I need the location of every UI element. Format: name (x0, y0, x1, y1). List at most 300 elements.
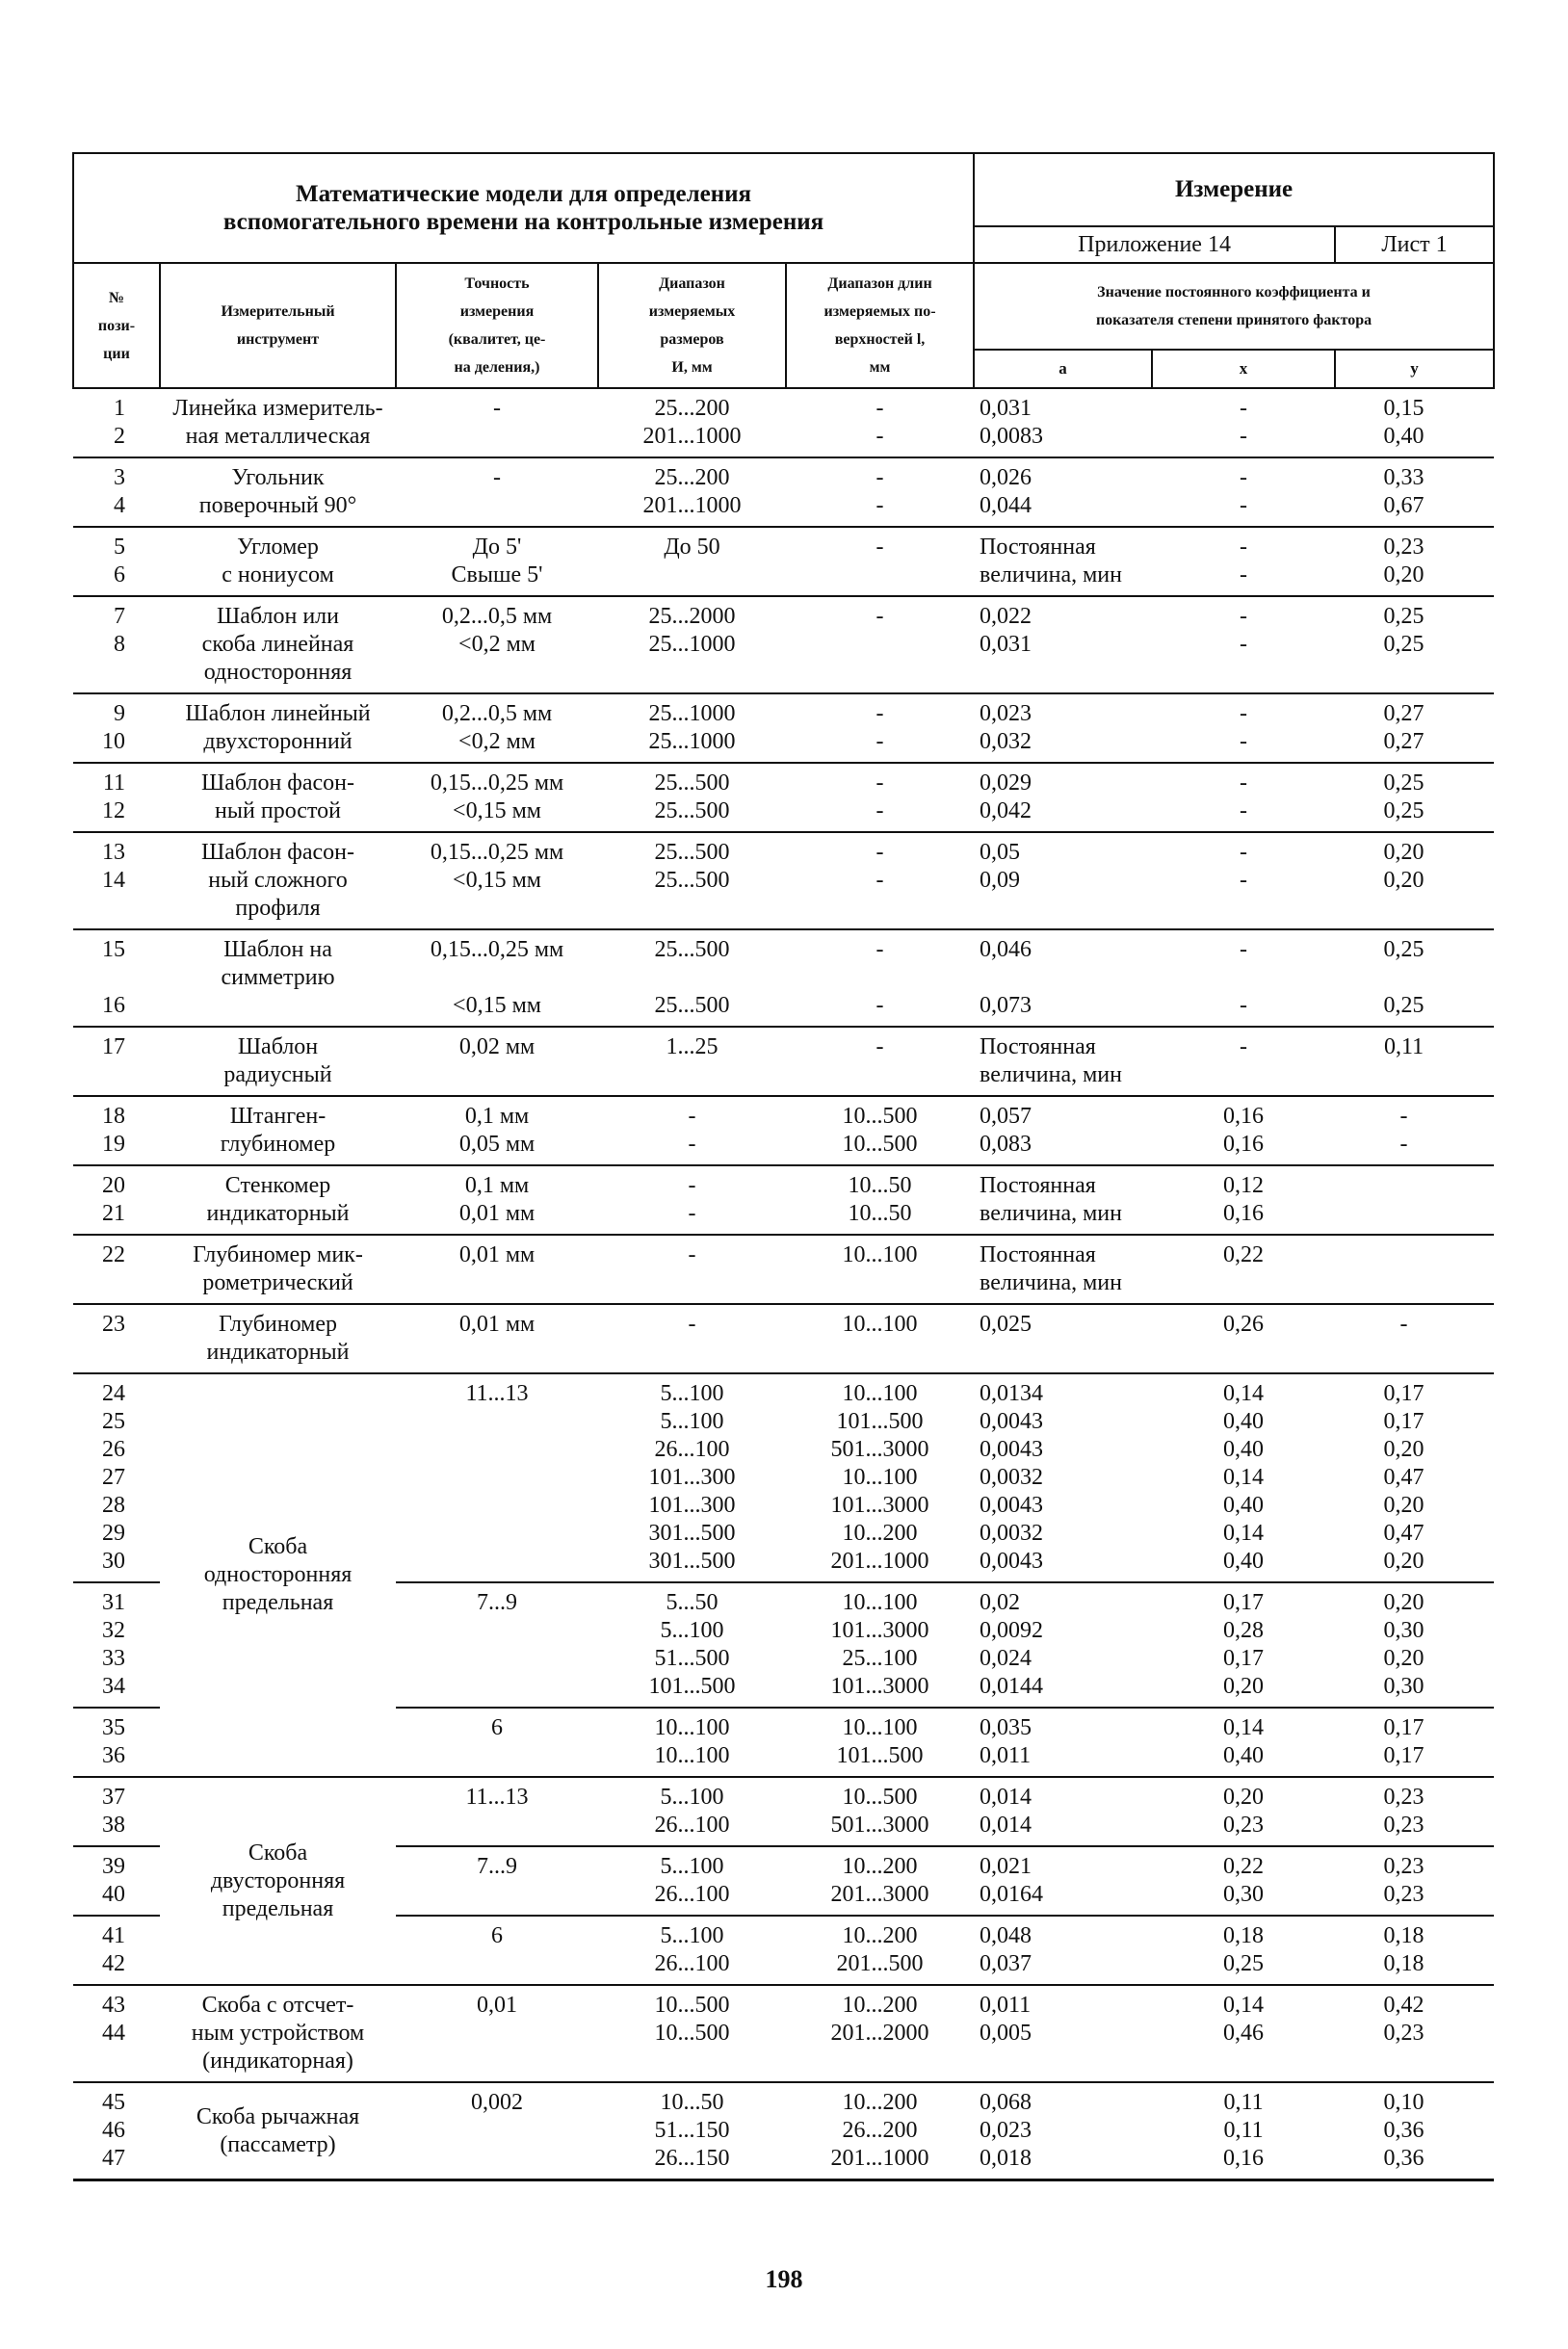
cell-line: 10...100 (842, 1465, 918, 1490)
col-header-instrument (160, 263, 396, 388)
cell-instrument (160, 1985, 396, 2082)
cell-line: 0,2...0,5 мм (441, 604, 553, 629)
cell-line: До 50 (664, 535, 720, 560)
cell-x (1152, 929, 1335, 1027)
cell-x (1152, 1304, 1335, 1373)
header-line: Диапазон (659, 275, 725, 292)
cell-line: 0,15...0,25 мм (430, 840, 564, 865)
header-line: (квалитет, це- (448, 331, 546, 348)
cell-y (1335, 693, 1494, 763)
cell-line: 22 (102, 1242, 125, 1267)
cell-line: - (875, 604, 884, 629)
table-row-group (73, 1027, 1494, 1096)
cell-line: 10...100 (842, 1312, 918, 1337)
cell-line: профиля (235, 896, 321, 921)
cell-line: 21 (102, 1201, 125, 1226)
cell-line: - (1240, 396, 1248, 421)
cell-line: 0,20 (1383, 868, 1424, 893)
cell-line: 0,25 (1383, 632, 1424, 657)
cell-line: <0,2 мм (458, 632, 536, 657)
cell-line: 201...3000 (830, 1882, 929, 1907)
cell-instrument (160, 1373, 396, 1777)
cell-line: - (875, 770, 884, 796)
cell-line: 0,0134 (980, 1381, 1044, 1406)
cell-line: 0,17 (1223, 1590, 1265, 1615)
header-line: Диапазон длин (827, 275, 932, 292)
cell-instrument (160, 929, 396, 1027)
cell-line: 18 (102, 1104, 125, 1129)
cell-range (598, 693, 786, 763)
cell-accuracy (396, 1582, 598, 1708)
cell-line: 0,20 (1223, 1674, 1265, 1699)
cell-line: 28 (102, 1493, 125, 1518)
cell-line: 0,40 (1223, 1743, 1265, 1768)
col-header-range (598, 263, 786, 388)
cell-nums (73, 527, 160, 596)
cell-line: 0,031 (980, 396, 1032, 421)
cell-line: 0,17 (1383, 1715, 1424, 1740)
cell-line: - (1240, 770, 1248, 796)
cell-line: 32 (102, 1618, 125, 1643)
cell-instrument (160, 1304, 396, 1373)
cell-line: - (1240, 465, 1248, 490)
cell-lengths (786, 832, 974, 929)
cell-line: - (688, 1104, 696, 1129)
cell-line: 10...200 (842, 1521, 918, 1546)
cell-line: 0,037 (980, 1951, 1032, 1976)
table-row-group (73, 1777, 1494, 1846)
cell-accuracy (396, 693, 598, 763)
cell-accuracy (396, 1304, 598, 1373)
cell-line: 27 (102, 1465, 125, 1490)
cell-line: 0,36 (1383, 2118, 1424, 2143)
cell-y (1335, 1708, 1494, 1777)
cell-line: 0,0043 (980, 1549, 1044, 1574)
cell-line: 0,031 (980, 632, 1032, 657)
cell-range (598, 1985, 786, 2082)
cell-line: 0,20 (1383, 562, 1424, 587)
cell-line: Шаблон фасон- (201, 840, 354, 865)
cell-instrument (160, 1165, 396, 1235)
cell-line: 0,05 мм (458, 1132, 536, 1157)
cell-line: 0,25 (1383, 937, 1424, 962)
cell-accuracy (396, 1096, 598, 1165)
cell-line: 0,1 мм (464, 1173, 530, 1198)
cell-line: - (1240, 840, 1248, 865)
cell-x (1152, 457, 1335, 527)
cell-line: 6 (491, 1923, 503, 1948)
table-row-group (73, 1304, 1494, 1373)
cell-line: 25...500 (654, 840, 730, 865)
cell-line: 0,0043 (980, 1493, 1044, 1518)
cell-line: 10...500 (842, 1132, 918, 1157)
cell-line: - (875, 701, 884, 726)
cell-line: 101...3000 (830, 1618, 929, 1643)
cell-line: 0,0164 (980, 1882, 1044, 1907)
cell-line: 0,14 (1223, 1993, 1265, 2018)
cell-line: 6 (114, 562, 125, 587)
cell-range (598, 2082, 786, 2180)
cell-line: 7...9 (477, 1590, 517, 1615)
cell-line: 0,026 (980, 465, 1032, 490)
cell-line: 6 (491, 1715, 503, 1740)
cell-line (87, 964, 125, 992)
cell-line: 0,01 (477, 1993, 517, 2018)
header-line: Точность (464, 275, 530, 292)
cell-line: Постоянная (980, 1034, 1096, 1059)
cell-line: - (688, 1132, 696, 1157)
cell-line: 45 (102, 2090, 125, 2115)
cell-nums (73, 1846, 160, 1916)
cell-line: рометрический (202, 1270, 353, 1295)
table-row-group (73, 2082, 1494, 2180)
cell-line: 101...300 (648, 1493, 736, 1518)
header-line: измеряемых (648, 303, 736, 320)
cell-range (598, 763, 786, 832)
cell-instrument (160, 457, 396, 527)
cell-line: ный простой (215, 798, 341, 823)
cell-accuracy (396, 1777, 598, 1846)
cell-line: - (1240, 868, 1248, 893)
header-line: мм (869, 359, 891, 376)
cell-line: 10...100 (654, 1715, 730, 1740)
cell-y (1335, 763, 1494, 832)
cell-line: 4 (114, 493, 125, 518)
cell-range (598, 1582, 786, 1708)
cell-line: 16 (102, 993, 125, 1018)
cell-line: (пассаметр) (220, 2131, 336, 2157)
cell-line: 5...100 (660, 1923, 724, 1948)
cell-line: 0,40 (1223, 1493, 1265, 1518)
cell-a (974, 2082, 1152, 2180)
table-row-group (73, 596, 1494, 693)
cell-line: Штанген- (229, 1104, 327, 1129)
cell-line: 26...100 (654, 1813, 730, 1838)
cell-y (1335, 1373, 1494, 1582)
cell-line: 0,0043 (980, 1409, 1044, 1434)
cell-line: - (1240, 632, 1248, 657)
cell-line: 0,068 (980, 2090, 1032, 2115)
cell-line: 0,27 (1383, 701, 1424, 726)
cell-line: Скоба (248, 1840, 308, 1866)
cell-range (598, 596, 786, 693)
cell-line: 47 (102, 2146, 125, 2171)
cell-line: 0,33 (1383, 465, 1424, 490)
cell-line: 0,11 (1223, 2090, 1264, 2115)
cell-line: Шаблон фасон- (201, 770, 354, 796)
cell-line: 3 (114, 465, 125, 490)
cell-lengths (786, 763, 974, 832)
cell-lengths (786, 1708, 974, 1777)
cell-accuracy (396, 457, 598, 527)
cell-line: 11...13 (465, 1381, 529, 1406)
page-number: 198 (765, 2265, 803, 2293)
cell-line (402, 964, 592, 992)
cell-y (1335, 1235, 1494, 1304)
cell-line: 0,17 (1223, 1646, 1265, 1671)
header-line: показателя степени принятого фактора (1095, 312, 1372, 328)
col-header-num (73, 263, 160, 388)
cell-line: 25...200 (654, 465, 730, 490)
cell-line: <0,15 мм (453, 798, 541, 823)
cell-line: 29 (102, 1521, 125, 1546)
cell-line: 39 (102, 1854, 125, 1879)
cell-line: двусторонняя (210, 1867, 346, 1893)
cell-line: 0,18 (1383, 1951, 1424, 1976)
cell-x (1152, 1777, 1335, 1846)
cell-nums (73, 1582, 160, 1708)
cell-line: 0,36 (1383, 2146, 1424, 2171)
cell-range (598, 1027, 786, 1096)
cell-range (598, 388, 786, 457)
table-row-group (73, 1235, 1494, 1304)
cell-y (1335, 1846, 1494, 1916)
cell-line: 0,024 (980, 1646, 1032, 1671)
cell-line: 5...100 (660, 1618, 724, 1643)
cell-line: 25...500 (654, 993, 730, 1018)
cell-line: 0,011 (980, 1743, 1032, 1768)
cell-line: Шаблон (237, 1034, 319, 1059)
cell-line: 0,40 (1223, 1549, 1265, 1574)
cell-line: 1...25 (666, 1034, 719, 1059)
col-header-lengths (786, 263, 974, 388)
cell-line: 10...200 (842, 1923, 918, 1948)
cell-line: 30 (102, 1549, 125, 1574)
cell-line: 10...50 (848, 1201, 912, 1226)
cell-line: радиусный (223, 1062, 332, 1087)
cell-line: 0,42 (1383, 1993, 1424, 2018)
cell-line: 11 (102, 770, 125, 796)
cell-a (974, 1916, 1152, 1985)
cell-accuracy (396, 596, 598, 693)
cell-line: 26...100 (654, 1951, 730, 1976)
cell-line: 0,30 (1383, 1618, 1424, 1643)
cell-line: - (493, 396, 501, 421)
cell-range (598, 1708, 786, 1777)
cell-nums (73, 693, 160, 763)
cell-accuracy (396, 1708, 598, 1777)
cell-instrument (160, 596, 396, 693)
cell-y (1335, 388, 1494, 457)
cell-line: 0,1 мм (464, 1104, 530, 1129)
cell-line: Постоянная (980, 1173, 1096, 1198)
cell-line: 7 (114, 604, 125, 629)
cell-a (974, 1777, 1152, 1846)
cell-line: 0,23 (1383, 1854, 1424, 1879)
cell-line: 0,002 (471, 2090, 523, 2115)
cell-line: 0,11 (1383, 1034, 1424, 1059)
cell-x (1152, 388, 1335, 457)
cell-line: 25...1000 (648, 632, 736, 657)
table-row-group (73, 693, 1494, 763)
cell-line: глубиномер (220, 1132, 336, 1157)
cell-range (598, 1096, 786, 1165)
cell-line: Шаблон линейный (185, 701, 371, 726)
cell-line: 0,014 (980, 1785, 1032, 1810)
cell-line: - (1240, 701, 1248, 726)
cell-accuracy (396, 1846, 598, 1916)
cell-instrument (160, 1235, 396, 1304)
cell-line: - (1240, 729, 1248, 754)
cell-x (1152, 596, 1335, 693)
cell-line: 0,02 мм (458, 1034, 536, 1059)
cell-line: 24 (102, 1381, 125, 1406)
table-body (73, 388, 1494, 2180)
cell-line: 25...1000 (648, 701, 736, 726)
header-line: Измерительный (221, 303, 335, 320)
col-header-x: х (1152, 350, 1335, 388)
cell-line: 0,15...0,25 мм (430, 937, 564, 962)
cell-line: 0,30 (1383, 1674, 1424, 1699)
cell-line: Постоянная (980, 535, 1096, 560)
cell-line (1341, 964, 1467, 992)
cell-line: 34 (102, 1674, 125, 1699)
cell-line: 101...3000 (830, 1674, 929, 1699)
cell-line: 0,14 (1223, 1465, 1265, 1490)
cell-nums (73, 1708, 160, 1777)
cell-line: предельная (222, 1590, 334, 1615)
cell-line: - (1399, 1312, 1408, 1337)
cell-lengths (786, 596, 974, 693)
cell-line: - (1240, 535, 1248, 560)
table-row-group (73, 527, 1494, 596)
cell-lengths (786, 527, 974, 596)
cell-line: 0,16 (1223, 2146, 1265, 2171)
cell-line: 43 (102, 1993, 125, 2018)
cell-line: 17 (102, 1034, 125, 1059)
cell-line: <0,2 мм (458, 729, 536, 754)
cell-line: Угломер (237, 535, 319, 560)
cell-line: 0,27 (1383, 729, 1424, 754)
cell-accuracy (396, 1165, 598, 1235)
cell-line: 35 (102, 1715, 125, 1740)
cell-x (1152, 832, 1335, 929)
cell-line: 0,10 (1383, 2090, 1424, 2115)
cell-line: 0,20 (1383, 1590, 1424, 1615)
col-header-y: у (1335, 350, 1494, 388)
cell-line (980, 964, 1146, 992)
section-label: Измерение (974, 153, 1494, 226)
cell-lengths (786, 1096, 974, 1165)
cell-line: 0,14 (1223, 1521, 1265, 1546)
cell-accuracy (396, 1373, 598, 1582)
cell-lengths (786, 1916, 974, 1985)
cell-line: 10...100 (654, 1743, 730, 1768)
header-line: пози- (97, 317, 136, 334)
cell-line: 0,28 (1223, 1618, 1265, 1643)
cell-line: Свыше 5' (451, 562, 543, 587)
cell-line: 25...2000 (648, 604, 736, 629)
cell-line: 7...9 (477, 1854, 517, 1879)
cell-line: 0,23 (1383, 1882, 1424, 1907)
table-row-group (73, 1096, 1494, 1165)
cell-x (1152, 763, 1335, 832)
cell-a (974, 1985, 1152, 2082)
header-line: ции (103, 345, 130, 362)
cell-line: 0,16 (1223, 1201, 1265, 1226)
cell-lengths (786, 1027, 974, 1096)
cell-line: 38 (102, 1813, 125, 1838)
cell-line: <0,15 мм (453, 868, 541, 893)
cell-x (1152, 1096, 1335, 1165)
cell-x (1152, 1708, 1335, 1777)
cell-line: 0,083 (980, 1132, 1032, 1157)
cell-y (1335, 596, 1494, 693)
cell-accuracy (396, 1235, 598, 1304)
cell-range (598, 1846, 786, 1916)
cell-lengths (786, 1373, 974, 1582)
cell-nums (73, 1777, 160, 1846)
cell-a (974, 1582, 1152, 1708)
cell-line: 0,073 (980, 993, 1032, 1018)
cell-line: 23 (102, 1312, 125, 1337)
cell-line: 10...200 (842, 2090, 918, 2115)
cell-x (1152, 1165, 1335, 1235)
cell-line: предельная (222, 1895, 334, 1921)
cell-line: 0,032 (980, 729, 1032, 754)
cell-line: - (493, 465, 501, 490)
cell-line: 0,0032 (980, 1521, 1044, 1546)
cell-line: 0,09 (980, 868, 1021, 893)
cell-accuracy (396, 1916, 598, 1985)
cell-nums (73, 763, 160, 832)
title-line: вспомогательного времени на контрольные измерения (222, 209, 824, 235)
cell-line: 26...100 (654, 1437, 730, 1462)
cell-line: - (875, 535, 884, 560)
cell-y (1335, 1582, 1494, 1708)
cell-line: 10...100 (842, 1590, 918, 1615)
cell-line (604, 964, 780, 992)
cell-x (1152, 1027, 1335, 1096)
cell-line: 0,25 (1383, 798, 1424, 823)
cell-line: 0,25 (1223, 1951, 1265, 1976)
cell-line: Линейка измеритель- (172, 396, 383, 421)
cell-line: 0,0083 (980, 424, 1044, 449)
sheet-label: Лист 1 (1335, 226, 1494, 263)
cell-line: 33 (102, 1646, 125, 1671)
cell-line: 0,20 (1383, 840, 1424, 865)
cell-line: 101...500 (648, 1674, 736, 1699)
cell-line: 0,023 (980, 701, 1032, 726)
cell-line: 10...500 (842, 1104, 918, 1129)
cell-line: 0,12 (1223, 1173, 1265, 1198)
cell-line: 0,17 (1383, 1381, 1424, 1406)
cell-nums (73, 1165, 160, 1235)
cell-line: 0,035 (980, 1715, 1032, 1740)
cell-line: 0,14 (1223, 1381, 1265, 1406)
cell-line: 0,048 (980, 1923, 1032, 1948)
cell-line: Шаблон на (223, 937, 332, 962)
cell-line: Скоба (248, 1534, 308, 1559)
cell-line: - (1240, 937, 1248, 962)
cell-line: 10...100 (842, 1242, 918, 1267)
cell-line: 0,23 (1383, 1785, 1424, 1810)
cell-line: 0,20 (1383, 1646, 1424, 1671)
cell-y (1335, 1985, 1494, 2082)
cell-line: 10...200 (842, 1854, 918, 1879)
cell-x (1152, 2082, 1335, 2180)
header-line: инструмент (236, 331, 320, 348)
cell-line: - (875, 868, 884, 893)
cell-line: 0,16 (1223, 1104, 1265, 1129)
cell-line: 0,23 (1383, 535, 1424, 560)
cell-y (1335, 1165, 1494, 1235)
cell-line: - (875, 465, 884, 490)
cell-line: 25...500 (654, 937, 730, 962)
cell-line (1158, 964, 1329, 992)
cell-line: 26...100 (654, 1882, 730, 1907)
cell-range (598, 832, 786, 929)
